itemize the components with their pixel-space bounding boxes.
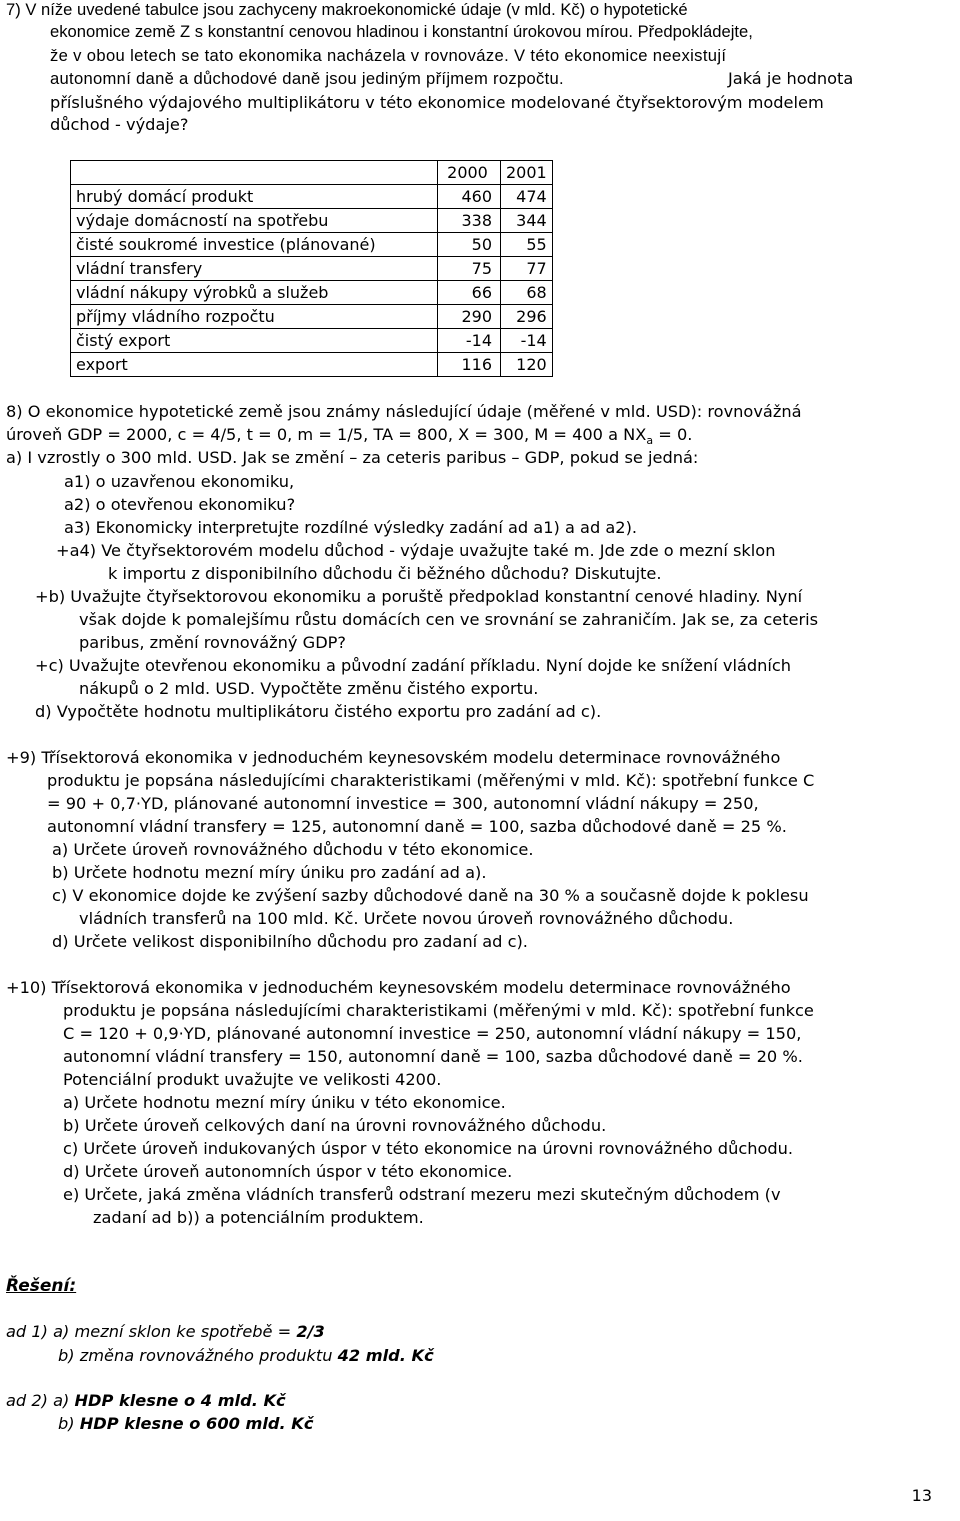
q8-line-5: a2) o otevřenou ekonomiku? (64, 495, 296, 514)
solution-ad2b (58, 1413, 313, 1435)
ad2a-text: ad 2) a) (6, 1391, 75, 1410)
q7-question-start: Jaká je hodnota (728, 69, 854, 88)
q10-line-4: autonomní vládní transfery = 150, autonomní daně = 100, sazba důchodové daně = 20 %. (63, 1047, 803, 1066)
value-2001: 344 (501, 209, 553, 233)
ad1a-answer: 2/3 (296, 1322, 325, 1341)
row-label: export (71, 353, 438, 377)
value-2000: 116 (438, 353, 501, 377)
value-2000: 338 (438, 209, 501, 233)
table-row (71, 257, 553, 281)
q8-line-8: k importu z disponibilního důchodu či běžného důchodu? Diskutujte. (108, 564, 662, 583)
q7-line-5: příslušného výdajového multiplikátoru v této ekonomice modelované čtyřsektorovým modelem (50, 93, 824, 112)
solution-ad1b (58, 1345, 434, 1367)
q8-line-14: d) Vypočtěte hodnotu multiplikátoru čistého exportu pro zadání ad c). (35, 702, 602, 721)
year-header: 2000 (438, 161, 501, 185)
row-label: vládní transfery (71, 257, 438, 281)
q8-line-6: a3) Ekonomicky interpretujte rozdílné výsledky zadání ad a1) a ad a2). (64, 518, 638, 537)
year-header: 2001 (501, 161, 553, 185)
q8-line-12: +c) Uvažujte otevřenou ekonomiku a původní zadání příkladu. Nyní dojde ke snížení vládních (35, 656, 792, 675)
table-header-row (71, 161, 553, 185)
q8-line-2-end: = 0. (653, 425, 693, 444)
page-number: 13 (911, 1486, 932, 1505)
value-2001: 474 (501, 185, 553, 209)
value-2000: 460 (438, 185, 501, 209)
value-2000: -14 (438, 329, 501, 353)
q9-line-2: produktu je popsána následujícími charakteristikami (měřenými v mld. Kč): spotřební funkce C (47, 771, 815, 790)
value-2000: 290 (438, 305, 501, 329)
table-row (71, 353, 553, 377)
q7-line-4-text: autonomní daně a důchodové daně jsou jediným příjmem rozpočtu. (50, 69, 564, 88)
q7-line-6: důchod - výdaje? (50, 115, 189, 134)
table-row (71, 329, 553, 353)
value-2001: 55 (501, 233, 553, 257)
q10-line-3: C = 120 + 0,9·YD, plánované autonomní investice = 250, autonomní vládní nákupy = 150, (63, 1024, 802, 1043)
row-label: čisté soukromé investice (plánované) (71, 233, 438, 257)
q8-line-3: a) I vzrostly o 300 mld. USD. Jak se změní – za ceteris paribus – GDP, pokud se jedná: (6, 448, 699, 467)
solution-ad1a (6, 1321, 325, 1343)
q7-line-1: 7) V níže uvedené tabulce jsou zachyceny makroekonomické údaje (v mld. Kč) o hypotetické (6, 0, 688, 19)
q7-line-3: že v obou letech se tato ekonomika nacházela v rovnováze. V této ekonomice neexistují (50, 46, 727, 65)
q8-line-2-text: úroveň GDP = 2000, c = 4/5, t = 0, m = 1/5, TA = 800, X = 300, M = 400 a NX (6, 425, 647, 444)
q9-line-9: d) Určete velikost disponibilního důchodu pro zadaní ad c). (52, 932, 528, 951)
table-row (71, 233, 553, 257)
q9-line-7: c) V ekonomice dojde ke zvýšení sazby důchodové daně na 30 % a současně dojde k poklesu (52, 886, 809, 905)
q10-line-11: zadaní ad b)) a potenciálním produktem. (93, 1208, 424, 1227)
ad1b-answer: 42 mld. Kč (337, 1346, 434, 1365)
q9-line-8: vládních transferů na 100 mld. Kč. Určete novou úroveň rovnovážného důchodu. (79, 909, 734, 928)
ad1b-text: b) změna rovnovážného produktu (58, 1346, 338, 1365)
q8-line-10: však dojde k pomalejšímu růstu domácích cen ve srovnání se zahraničím. Jak se, za ceteris (79, 610, 819, 629)
row-label: čistý export (71, 329, 438, 353)
value-2001: 77 (501, 257, 553, 281)
value-2001: 68 (501, 281, 553, 305)
q8-line-7: +a4) Ve čtyřsektorovém modelu důchod - výdaje uvažujte také m. Jde zde o mezní sklon (56, 541, 776, 560)
value-2001: -14 (501, 329, 553, 353)
q10-line-8: c) Určete úroveň indukovaných úspor v této ekonomice na úrovni rovnovážného důchodu. (63, 1139, 794, 1158)
table-row (71, 209, 553, 233)
solution-ad2a (6, 1390, 286, 1412)
q10-line-5: Potenciální produkt uvažujte ve velikosti 4200. (63, 1070, 442, 1089)
macro-data-table (70, 160, 553, 377)
value-2000: 75 (438, 257, 501, 281)
ad2b-answer: HDP klesne o 600 mld. Kč (79, 1414, 314, 1433)
value-2001: 120 (501, 353, 553, 377)
q10-line-2: produktu je popsána následujícími charakteristikami (měřenými v mld. Kč): spotřební funkce (63, 1001, 814, 1020)
value-2001: 296 (501, 305, 553, 329)
q10-line-7: b) Určete úroveň celkových daní na úrovni rovnovážného důchodu. (63, 1116, 607, 1135)
table-row (71, 281, 553, 305)
ad2a-answer: HDP klesne o 4 mld. Kč (74, 1391, 286, 1410)
q10-line-6: a) Určete hodnotu mezní míry úniku v této ekonomice. (63, 1093, 506, 1112)
q8-line-9: +b) Uvažujte čtyřsektorovou ekonomiku a poruště předpoklad konstantní cenové hladiny. Nyní (35, 587, 803, 606)
table-row (71, 305, 553, 329)
row-label: hrubý domácí produkt (71, 185, 438, 209)
q8-line-1: 8) O ekonomice hypotetické země jsou známy následující údaje (měřené v mld. USD): rovnovážná (6, 402, 802, 421)
row-label: vládní nákupy výrobků a služeb (71, 281, 438, 305)
q9-line-5: a) Určete úroveň rovnovážného důchodu v této ekonomice. (52, 840, 534, 859)
q8-line-13: nákupů o 2 mld. USD. Vypočtěte změnu čistého exportu. (79, 679, 539, 698)
table-row (71, 185, 553, 209)
value-2000: 66 (438, 281, 501, 305)
q7-line-2: ekonomice země Z s konstantní cenovou hladinou i konstantní úrokovou mírou. Předpokládejte, (50, 22, 753, 41)
q9-line-6: b) Určete hodnotu mezní míry úniku pro zadání ad a). (52, 863, 487, 882)
table-corner-cell (71, 161, 438, 185)
q10-line-9: d) Určete úroveň autonomních úspor v této ekonomice. (63, 1162, 513, 1181)
nx-subscript: a (646, 434, 654, 447)
value-2000: 50 (438, 233, 501, 257)
q7-line-4 (50, 68, 564, 90)
ad2b-text: b) (58, 1414, 80, 1433)
row-label: příjmy vládního rozpočtu (71, 305, 438, 329)
ad1a-text: ad 1) a) mezní sklon ke spotřebě = (6, 1322, 297, 1341)
q8-line-4: a1) o uzavřenou ekonomiku, (64, 472, 295, 491)
q9-line-1: +9) Třísektorová ekonomika v jednoduchém keynesovském modelu determinace rovnovážného (6, 748, 781, 767)
q10-line-1: +10) Třísektorová ekonomika v jednoduchém keynesovském modelu determinace rovnovážného (6, 978, 791, 997)
row-label: výdaje domácností na spotřebu (71, 209, 438, 233)
q10-line-10: e) Určete, jaká změna vládních transferů odstraní mezeru mezi skutečným důchodem (v (63, 1185, 781, 1204)
q8-line-11: paribus, změní rovnovážný GDP? (79, 633, 347, 652)
q9-line-4: autonomní vládní transfery = 125, autonomní daně = 100, sazba důchodové daně = 25 %. (47, 817, 787, 836)
q9-line-3: = 90 + 0,7·YD, plánované autonomní investice = 300, autonomní vládní nákupy = 250, (47, 794, 759, 813)
solution-heading: Řešení: (6, 1276, 77, 1296)
